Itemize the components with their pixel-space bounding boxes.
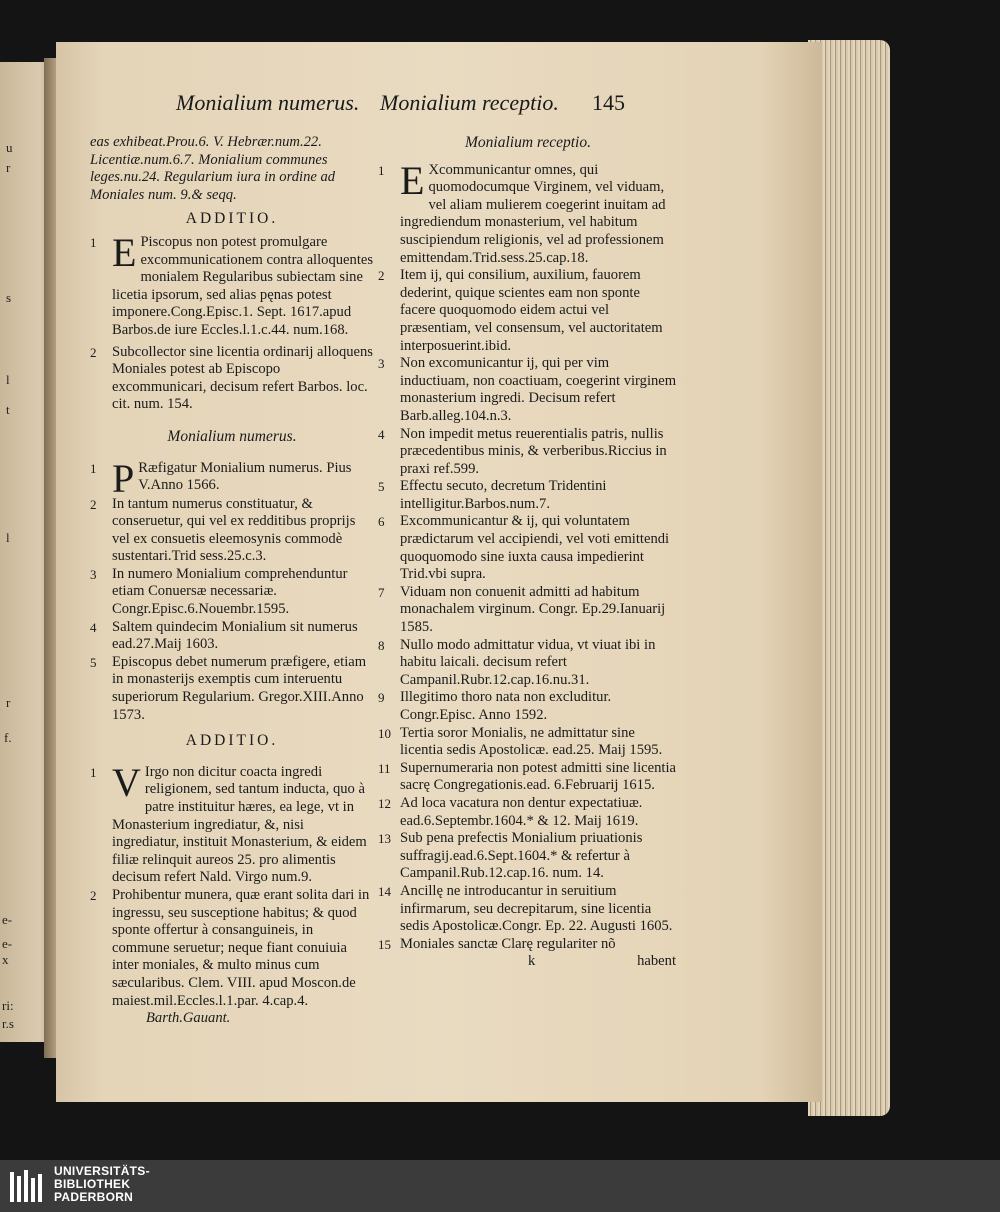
- intro-text: eas exhibeat.Prou.6. V. Hebrær.num.22. Licentiæ.num.6.7. Monialium communes leges.nu.24. Regularium iura in ordine ad Moniales num. 9.& seqq.: [90, 134, 336, 203]
- entry-text: Effectu secuto, decretum Tridentini intelligitur.Barbos.num.7.: [400, 478, 607, 512]
- running-head-right: Monialium receptio.: [380, 90, 559, 115]
- catchword-line: [378, 953, 678, 971]
- library-name-line: BIBLIOTHEK: [54, 1177, 131, 1191]
- entry-text: Subcollector sine licentia ordinarij alloquens Moniales potest ab Episcopo excommunicari, decisum refert Barbos. loc. cit. num. 154.: [112, 343, 373, 413]
- entry-number: 1: [378, 162, 385, 178]
- entry-number: 2: [90, 496, 97, 512]
- drop-cap: E: [112, 229, 137, 275]
- library-name-line: PADERBORN: [54, 1190, 134, 1204]
- entry-number: 11: [378, 760, 391, 776]
- entry-text: Episcopus debet numerum præfigere, etiam in monasterijs exemptis cum interuentu superiorum Regularium. Gregor.XIII.Anno 1573.: [112, 653, 367, 723]
- entry-text: Non impedit metus reuerentialis patris, nullis præcedentibus minis, & verberibus.Riccius in praxi ref.599.: [400, 425, 667, 477]
- list-item: [90, 654, 374, 724]
- additio-heading: ADDITIO.: [185, 732, 279, 750]
- list-item: [378, 355, 678, 425]
- catchword-line: [90, 1010, 374, 1028]
- drop-cap: E: [400, 157, 425, 203]
- entry-number: 1: [90, 234, 97, 250]
- entry-text: Ad loca vacatura non dentur expectatiuæ. ead.6.Septembr.1604.* & 12. Maij 1619.: [400, 794, 643, 829]
- entry-text: Non excomunicantur ij, qui per vim inductiuam, non coactiuam, coegerint virginem monasterium ingredi. Decisum refert Barb.alleg.104.n.3.: [400, 355, 677, 424]
- signature-mark: k: [528, 953, 536, 970]
- section-heading: Monialium numerus.: [167, 427, 297, 445]
- list-item: [378, 795, 678, 830]
- entry-number: 4: [378, 426, 385, 442]
- entry-text: Irgo non dicitur coacta ingredi religionem, sed tantum inducta, quo à patre instituitur hæres, ea lege, vt in Monasterium ingrediatur, &, nisi ingrediatur, instituit Monasterium, & eidem filiæ relinquit aureos 25. pro alimentis decisum refert Nald. Virgo num.9.: [112, 763, 367, 886]
- list-item: [378, 760, 678, 795]
- entry-text: Illegitimo thoro nata non excluditur. Congr.Episc. Anno 1592.: [400, 689, 612, 723]
- entry-text: In tantum numerus constituatur, & conseruetur, qui vel ex redditibus proprijs vel ex consuetis eleemosynis commodè sustentari.Trid sess.25.c.3.: [112, 495, 356, 565]
- list-item: [378, 725, 678, 760]
- library-name: [54, 1165, 150, 1204]
- entry-text: Ancillę ne introducantur in seruitium infirmarum, seu decrepitarum, sine licentia sedis Apostolicæ.Congr. Ep. 22. Augusti 1605.: [400, 882, 673, 935]
- margin-fragment: r: [6, 695, 11, 710]
- entry-number: 5: [90, 654, 97, 670]
- list-item: [90, 619, 374, 654]
- list-item: [378, 157, 678, 268]
- left-column: [90, 134, 374, 1028]
- running-head-left: Monialium numerus.: [176, 90, 360, 115]
- margin-fragment: r.s: [2, 1016, 14, 1031]
- list-item: [90, 496, 374, 566]
- list-item: [378, 513, 678, 583]
- entry-text: Sub pena prefectis Monialium priuationis suffragij.ead.6.Sept.1604.* & refertur à Campanil.Rub.12.cap.16. num. 14.: [400, 830, 643, 882]
- entry-number: 13: [378, 831, 391, 847]
- list-item: [378, 426, 678, 479]
- entry-text: Excommunicantur & ij, qui voluntatem prædictarum vel accipiendi, vel voti emittendi quoquomodo sine iuxta causa impedierint Trid.vbi supra.: [400, 513, 670, 583]
- entry-text: Saltem quindecim Monialium sit numerus ead.27.Maij 1603.: [112, 618, 358, 653]
- entry-number: 1: [90, 764, 97, 780]
- entry-number: 3: [378, 356, 385, 372]
- list-item: [378, 883, 678, 936]
- list-item: [378, 689, 678, 724]
- entry-number: 9: [378, 690, 385, 706]
- page-number: 145: [592, 90, 625, 115]
- entry-number: 2: [90, 887, 97, 903]
- entry-number: 10: [378, 725, 391, 741]
- entry-number: 5: [378, 479, 385, 495]
- drop-cap: P: [112, 455, 135, 501]
- entry-text: Tertia soror Monialis, ne admittatur sine licentia sedis Apostolicæ. ead.25. Maij 1595.: [400, 724, 663, 759]
- list-item: [378, 478, 678, 513]
- additio-heading: ADDITIO.: [185, 210, 279, 228]
- entry-text: Nullo modo admittatur vidua, vt viuat ibi in habitu laicali. decisum refert Campanil.Rubr.12.cap.16.nu.31.: [400, 636, 656, 688]
- list-item: [90, 566, 374, 619]
- margin-fragment: r: [6, 160, 11, 175]
- margin-fragment: s: [6, 290, 12, 305]
- entry-text: In numero Monialium comprehenduntur etiam Conuersæ necessariæ. Congr.Episc.6.Nouembr.1595.: [112, 565, 348, 618]
- entry-number: 4: [90, 619, 97, 635]
- margin-fragment: e-: [2, 912, 13, 927]
- entry-number: 3: [90, 566, 97, 582]
- list-item: [378, 267, 678, 355]
- library-name-line: UNIVERSITÄTS-: [54, 1164, 150, 1178]
- margin-fragment: l: [6, 372, 10, 387]
- entry-text: Xcommunicantur omnes, qui quomodocumque Virginem, vel viduam, vel aliam mulierem coegerint inuitam ad ingrediendum monasterium, vel habitum suscipiendum religionis, vel ad professionem emittendam.Trid.sess.25.cap.18.: [400, 161, 666, 266]
- entry-number: 2: [90, 344, 97, 360]
- entry-number: 14: [378, 883, 391, 899]
- list-item: [90, 344, 374, 414]
- entry-number: 12: [378, 795, 391, 811]
- margin-fragment: x: [2, 952, 9, 967]
- entry-number: 8: [378, 637, 385, 653]
- margin-fragment: ri:: [2, 998, 14, 1013]
- entry-text: Piscopus non potest promulgare excommunicationem contra alloquentes monialem Regularibus subiectam sine licetia ipsorum, sed alias pęnas potest imponere.Cong.Episc.1. Sept. 1617.apud Barbos.de iure Eccles.l.1.c.44. num.168.: [112, 233, 374, 338]
- entry-number: 6: [378, 514, 385, 530]
- margin-fragment: f.: [4, 730, 12, 745]
- entry-text: Ræfigatur Monialium numerus. Pius V.Anno 1566.: [138, 459, 352, 494]
- entry-text: Viduam non conuenit admitti ad habitum monachalem virginum. Congr. Ep.29.Ianuarij 1585.: [400, 583, 666, 636]
- margin-fragment: t: [6, 402, 10, 417]
- entry-number: 7: [378, 584, 385, 600]
- section-heading: Monialium receptio.: [465, 134, 591, 151]
- entry-text: Prohibentur munera, quæ erant solita dari in ingressu, seu susceptione habitus; & quod sponte offertur à consanguineis, in commune seruetur; neque fiant conuiuia inter moniales, & multo minus cum sæcularibus. Clem. VIII. apud Moscon.de maiest.mil.Eccles.l.1.par. 4.cap.4.: [112, 886, 370, 1009]
- list-item: [90, 455, 374, 501]
- list-item: [90, 887, 374, 1010]
- list-item: [378, 830, 678, 883]
- list-item: [90, 229, 374, 340]
- list-item: [378, 637, 678, 690]
- drop-cap: V: [112, 759, 141, 805]
- library-footer: [0, 1160, 1000, 1212]
- entry-text: Supernumeraria non potest admitti sine licentia sacrę Congregationis.ead. 6.Februarij 1615.: [400, 759, 676, 794]
- margin-fragment: u: [6, 140, 13, 155]
- list-item: [378, 584, 678, 637]
- list-item: [378, 936, 678, 954]
- catchword: Barth.Gauant.: [146, 1010, 231, 1027]
- library-logo-icon: [8, 1166, 48, 1206]
- entry-text: Item ij, qui consilium, auxilium, fauorem dederint, quique scientes eam non sponte facere quoquomodo eidem actui vel præsentiam, vel consensum, vel auctoritatem interposuerint.ibid.: [400, 267, 663, 354]
- entry-number: 15: [378, 936, 391, 952]
- entry-number: 2: [378, 268, 385, 284]
- list-item: [90, 759, 374, 887]
- margin-fragment: l: [6, 530, 10, 545]
- entry-text: Moniales sanctæ Clarę regulariter nõ: [400, 935, 616, 952]
- margin-fragment: e-: [2, 936, 13, 951]
- entry-number: 1: [90, 460, 97, 476]
- catchword: habent: [637, 953, 676, 970]
- right-column: [378, 134, 678, 971]
